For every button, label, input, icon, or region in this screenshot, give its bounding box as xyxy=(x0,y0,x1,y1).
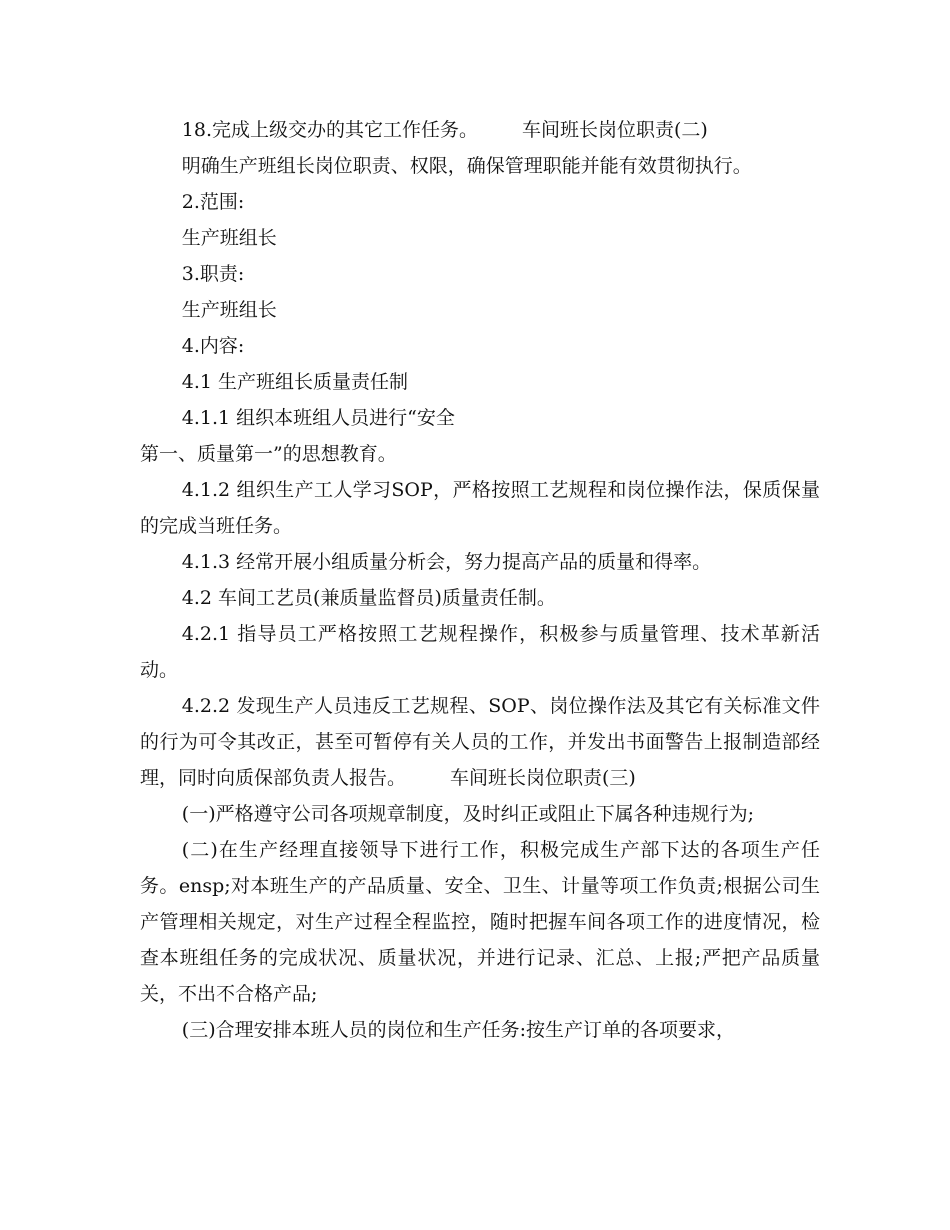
paragraph-4-1-1: 4.1.1 组织本班组人员进行“安全 xyxy=(181,407,455,429)
paragraph-duties: 生产班组长 xyxy=(181,299,277,321)
section-title-3: 车间班长岗位职责(三) xyxy=(450,767,636,789)
document-body xyxy=(140,112,820,1048)
heading-4-1: 4.1 生产班组长质量责任制 xyxy=(181,371,409,393)
section-title-2: 车间班长岗位职责(二) xyxy=(522,119,708,141)
heading-duties: 3.职责: xyxy=(181,263,245,285)
paragraph-4-2-2 xyxy=(140,688,820,796)
paragraph-item-3: (三)合理安排本班人员的岗位和生产任务:按生产订单的各项要求， xyxy=(181,1019,736,1041)
paragraph-4-2-2-text: 4.2.2 发现生产人员违反工艺规程、SOP、岗位操作法及其它有关标准文件的行为可令其改正，甚至可暂停有关人员的工作，并发出书面警告上报制造部经理，同时向质保部负责人报告。 xyxy=(140,695,820,789)
paragraph-4-1-2: 4.1.2 组织生产工人学习SOP，严格按照工艺规程和岗位操作法，保质保量的完成当班任务。 xyxy=(140,479,820,537)
paragraph-4-2-1: 4.2.1 指导员工严格按照工艺规程操作，积极参与质量管理、技术革新活动。 xyxy=(140,623,820,681)
paragraph-scope: 生产班组长 xyxy=(181,227,277,249)
paragraph-purpose: 明确生产班组长岗位职责、权限，确保管理职能并能有效贯彻执行。 xyxy=(181,155,752,177)
heading-scope: 2.范围: xyxy=(181,191,245,213)
paragraph-item-2: (二)在生产经理直接领导下进行工作，积极完成生产部下达的各项生产任务。ensp;对本班生产的产品质量、安全、卫生、计量等项工作负责;根据公司生产管理相关规定，对生产过程全程监控，随时把握车间各项工作的进度情况，检查本班组任务的完成状况、质量状况，并进行记录、汇总、上报;严把产品质量关，不出不合格产品; xyxy=(140,839,820,1005)
paragraph-item-18 xyxy=(140,112,820,148)
paragraph-4-1-3: 4.1.3 经常开展小组质量分析会，努力提高产品的质量和得率。 xyxy=(181,551,712,573)
paragraph-4-1-1-cont: 第一、质量第一”的思想教育。 xyxy=(140,443,397,465)
item-18-text: 18.完成上级交办的其它工作任务。 xyxy=(181,119,479,141)
heading-4-2: 4.2 车间工艺员(兼质量监督员)质量责任制。 xyxy=(181,587,556,609)
paragraph-item-1: (一)严格遵守公司各项规章制度，及时纠正或阻止下属各种违规行为; xyxy=(181,803,755,825)
heading-content: 4.内容: xyxy=(181,335,245,357)
